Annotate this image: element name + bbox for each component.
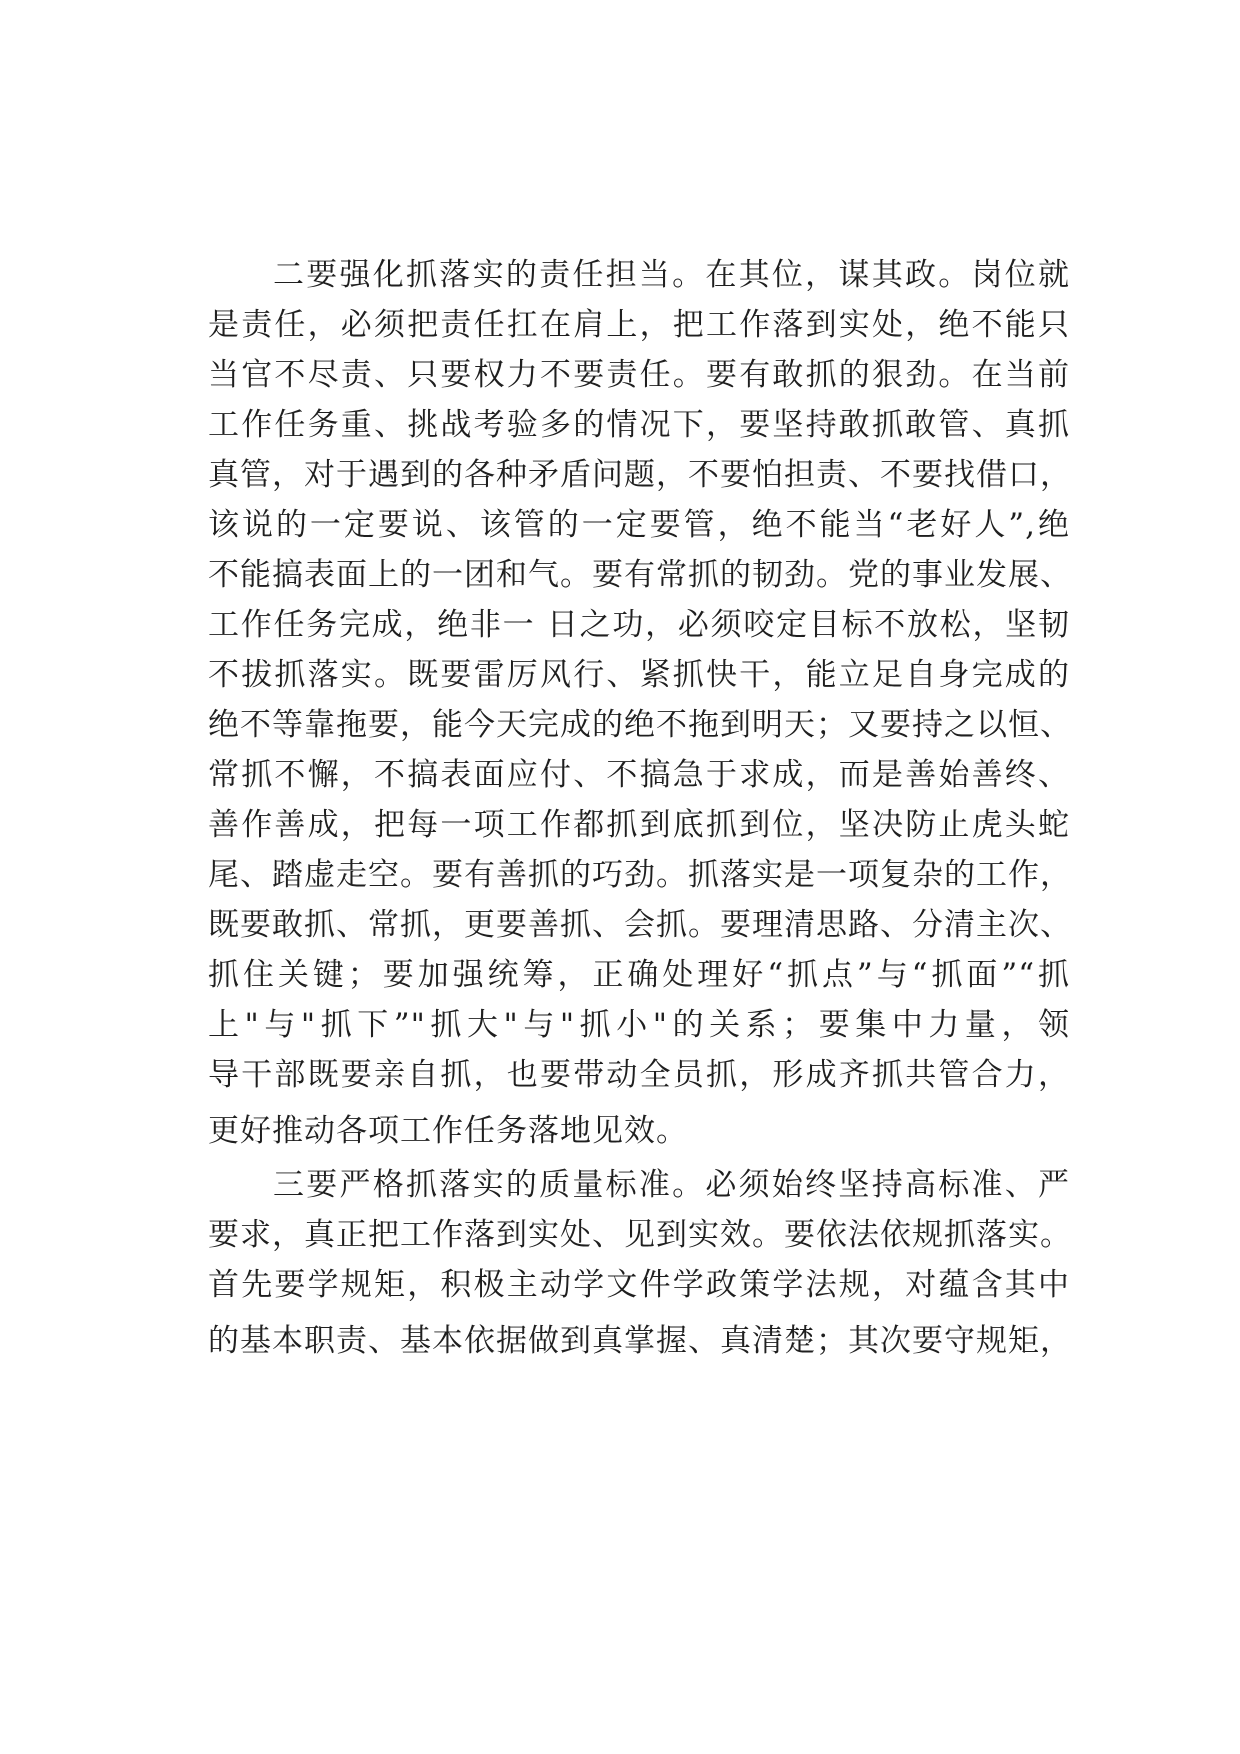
paragraph-1-line-13: 尾、踏虚走空。要有善抓的巧劲。抓落实是一项复杂的工作， (208, 857, 1072, 893)
paragraph-1-line-16: 上"与"抓下”"抓大"与"抓小"的关系；要集中力量，领 (208, 1007, 1070, 1043)
paragraph-1-line-2: 是责任，必须把责任扛在肩上，把工作落到实处，绝不能只 (208, 307, 1070, 343)
paragraph-1-line-17: 导干部既要亲自抓，也要带动全员抓，形成齐抓共管合力， (208, 1057, 1070, 1093)
paragraph-1-line-18: 更好推动各项工作任务落地见效。 (208, 1113, 688, 1149)
paragraph-2-line-3: 首先要学规矩，积极主动学文件学政策学法规，对蕴含其中 (208, 1267, 1070, 1303)
paragraph-2-line-4: 的基本职责、基本依据做到真掌握、真清楚；其次要守规矩， (208, 1323, 1072, 1359)
paragraph-1-line-3: 当官不尽责、只要权力不要责任。要有敢抓的狠劲。在当前 (208, 357, 1070, 393)
paragraph-1-line-6: 该说的一定要说、该管的一定要管，绝不能当“老好人”,绝 (208, 507, 1070, 543)
paragraph-1-line-14: 既要敢抓、常抓，更要善抓、会抓。要理清思路、分清主次、 (208, 907, 1072, 943)
paragraph-1-line-7: 不能搞表面上的一团和气。要有常抓的韧劲。党的事业发展、 (208, 557, 1072, 593)
paragraph-1-line-8: 工作任务完成，绝非一 日之功，必须咬定目标不放松，坚韧 (208, 607, 1070, 643)
paragraph-1-line-9: 不拔抓落实。既要雷厉风行、紧抓快干，能立足自身完成的 (208, 657, 1070, 693)
paragraph-1-line-15: 抓住关键；要加强统筹，正确处理好“抓点”与“抓面”“抓 (208, 957, 1070, 993)
paragraph-2-line-2: 要求，真正把工作落到实处、见到实效。要依法依规抓落实。 (208, 1217, 1072, 1253)
paragraph-1-line-1: 二要强化抓落实的责任担当。在其位，谋其政。岗位就 (273, 257, 1070, 293)
paragraph-1-line-11: 常抓不懈，不搞表面应付、不搞急于求成，而是善始善终、 (208, 757, 1070, 793)
paragraph-1-line-5: 真管，对于遇到的各种矛盾问题，不要怕担责、不要找借口， (208, 457, 1072, 493)
paragraph-1-line-10: 绝不等靠拖要，能今天完成的绝不拖到明天；又要持之以恒、 (208, 707, 1072, 743)
paragraph-2-line-1: 三要严格抓落实的质量标准。必须始终坚持高标准、严 (273, 1167, 1070, 1203)
paragraph-1-line-12: 善作善成，把每一项工作都抓到底抓到位，坚决防止虎头蛇 (208, 807, 1070, 843)
paragraph-1-line-4: 工作任务重、挑战考验多的情况下，要坚持敢抓敢管、真抓 (208, 407, 1070, 443)
